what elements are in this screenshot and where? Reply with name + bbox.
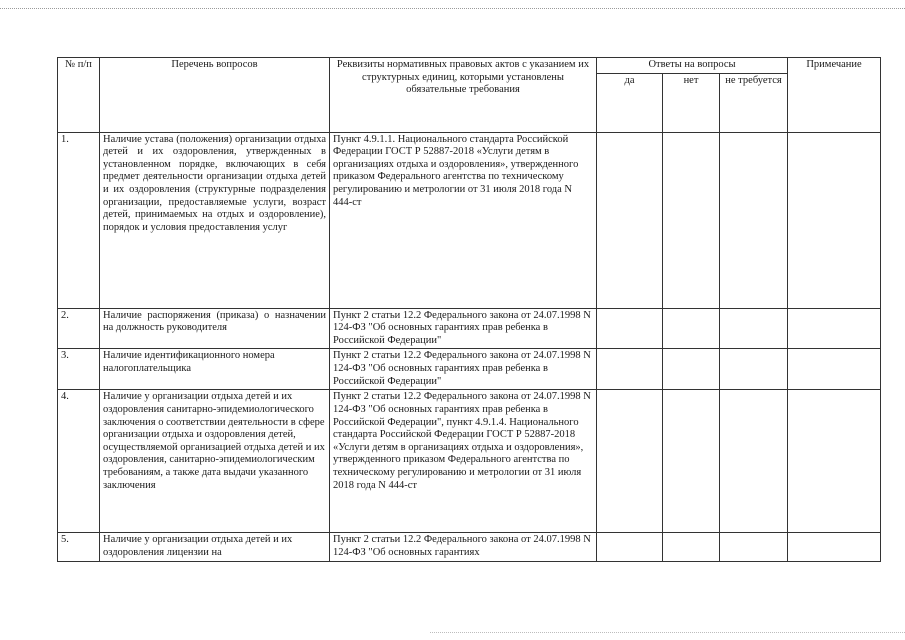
answer-not-required-cell[interactable]: [720, 533, 788, 561]
answer-no-cell[interactable]: [663, 390, 720, 533]
answer-no-cell[interactable]: [663, 533, 720, 561]
row-question: Наличие у организации отдыха детей и их оздоровления санитарно-эпидемиологического заключения о соответствии деятельности в сфере организации отдыха и оздоровления детей, осуществляемой организацией отдыха детей и их оздоровления, санитарно-эпидемиологическим требованиям, а также дата выдачи указанного заключения: [100, 390, 330, 533]
answer-not-required-cell[interactable]: [720, 390, 788, 533]
answer-yes-cell[interactable]: [597, 533, 663, 561]
checklist-table: [57, 57, 881, 562]
header-not-required: не требуется: [720, 73, 788, 132]
row-question: Наличие идентификационного номера налогоплательщика: [100, 349, 330, 390]
header-requisites: Реквизиты нормативных правовых актов с указанием их структурных единиц, которыми установлены обязательные требования: [330, 58, 597, 133]
answer-no-cell[interactable]: [663, 132, 720, 308]
scan-bottom-edge: [430, 632, 905, 633]
note-cell[interactable]: [788, 533, 881, 561]
header-num: № п/п: [58, 58, 100, 133]
header-no: нет: [663, 73, 720, 132]
header-yes: да: [597, 73, 663, 132]
note-cell[interactable]: [788, 349, 881, 390]
note-cell[interactable]: [788, 132, 881, 308]
row-reference: Пункт 2 статьи 12.2 Федерального закона от 24.07.1998 N 124-ФЗ "Об основных гарантиях прав ребенка в Российской Федерации", пункт 4.9.1.4. Национального стандарта Российской Федерации ГОСТ Р 52887-2018 «Услуги детям в организациях отдыха и оздоровления», утвержденного приказом Федерального агентства по техническому регулированию и метрологии от 31 июля 2018 года N 444-ст: [330, 390, 597, 533]
answer-yes-cell[interactable]: [597, 349, 663, 390]
table-row: [58, 349, 881, 390]
answer-no-cell[interactable]: [663, 349, 720, 390]
note-cell[interactable]: [788, 308, 881, 349]
row-reference: Пункт 4.9.1.1. Национального стандарта Российской Федерации ГОСТ Р 52887-2018 «Услуги детям в организациях отдыха и оздоровления», утвержденного приказом Федерального агентства по техническому регулированию и метрологии от 31 июля 2018 года N 444-ст: [330, 132, 597, 308]
table-row: [58, 533, 881, 561]
row-num: 5.: [58, 533, 100, 561]
row-question: Наличие устава (положения) организации отдыха детей и их оздоровления, утвержденных в установленном порядке, включающих в себя предмет деятельности организации отдыха детей и их оздоровления (структурные подразделения организации, предоставляемые услуги, возраст детей, принимаемых на отдых и оздоровление), порядок и условия предоставления услуг: [100, 132, 330, 308]
answer-no-cell[interactable]: [663, 308, 720, 349]
answer-yes-cell[interactable]: [597, 390, 663, 533]
answer-yes-cell[interactable]: [597, 308, 663, 349]
header-note: Примечание: [788, 58, 881, 133]
table-row: [58, 390, 881, 533]
row-reference: Пункт 2 статьи 12.2 Федерального закона от 24.07.1998 N 124-ФЗ "Об основных гарантиях прав ребенка в Российской Федерации": [330, 308, 597, 349]
row-reference: Пункт 2 статьи 12.2 Федерального закона от 24.07.1998 N 124-ФЗ "Об основных гарантиях прав ребенка в Российской Федерации": [330, 349, 597, 390]
answer-yes-cell[interactable]: [597, 132, 663, 308]
answer-not-required-cell[interactable]: [720, 308, 788, 349]
row-num: 3.: [58, 349, 100, 390]
table-row: [58, 132, 881, 308]
note-cell[interactable]: [788, 390, 881, 533]
row-question: Наличие распоряжения (приказа) о назначении на должность руководителя: [100, 308, 330, 349]
answer-not-required-cell[interactable]: [720, 132, 788, 308]
scan-top-edge: [0, 8, 905, 9]
row-num: 4.: [58, 390, 100, 533]
row-reference: Пункт 2 статьи 12.2 Федерального закона от 24.07.1998 N 124-ФЗ "Об основных гарантиях: [330, 533, 597, 561]
row-num: 1.: [58, 132, 100, 308]
row-question: Наличие у организации отдыха детей и их оздоровления лицензии на: [100, 533, 330, 561]
answer-not-required-cell[interactable]: [720, 349, 788, 390]
header-answers: Ответы на вопросы: [597, 58, 788, 74]
table-header-row: [58, 58, 881, 74]
header-questions: Перечень вопросов: [100, 58, 330, 133]
table-row: [58, 308, 881, 349]
row-num: 2.: [58, 308, 100, 349]
